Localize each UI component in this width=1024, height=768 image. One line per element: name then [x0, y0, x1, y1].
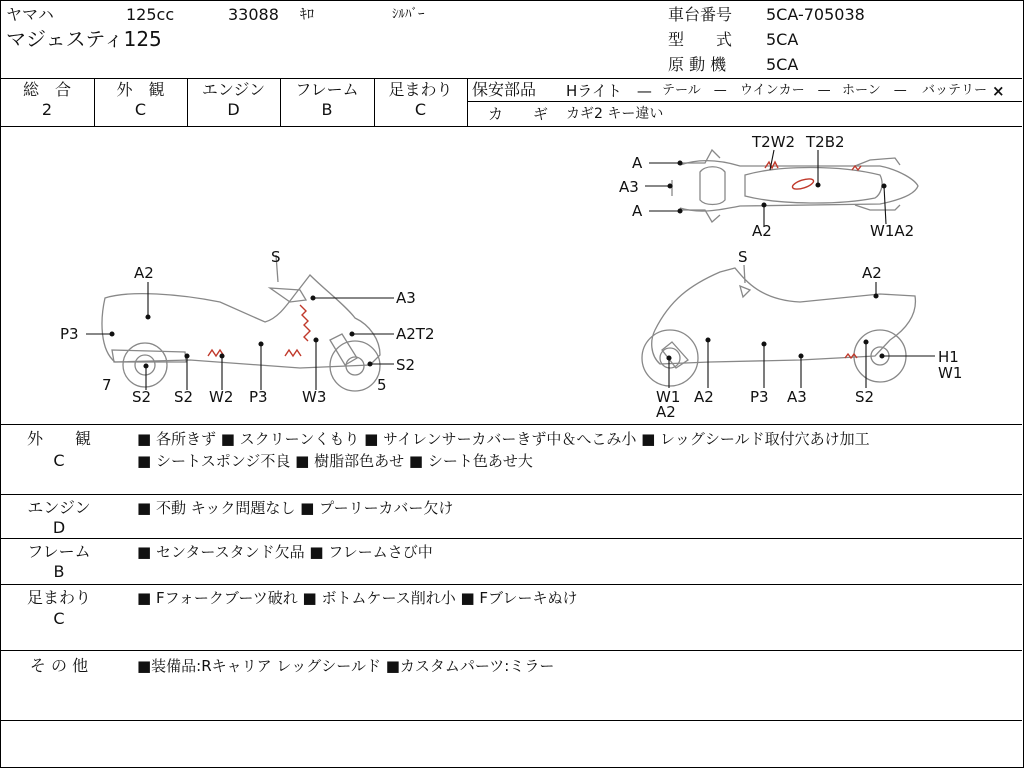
comment-frame-grade: B	[53, 562, 65, 581]
diagram-label: W1	[938, 364, 963, 382]
comment-engine-label: エンジン	[27, 498, 91, 517]
diagram-label: P3	[249, 388, 268, 406]
diagram-label: A3	[787, 388, 807, 406]
diagram-label: A3	[396, 289, 416, 307]
safety-label: 保安部品	[472, 80, 537, 99]
diagram-label: W1A2	[870, 222, 915, 240]
diagram-label: S	[738, 248, 748, 266]
diagram-label: P3	[60, 325, 79, 343]
diagram-label: S2	[396, 356, 416, 374]
diagram-label: T2B2	[806, 133, 845, 151]
diagram-label: 5	[377, 376, 387, 394]
frame-no: 5CA-705038	[766, 5, 865, 24]
comment-exterior-line-2: ■ シートスポンジ不良 ■ 樹脂部色あせ ■ シート色あせ大	[137, 452, 533, 470]
damage-diagram	[0, 126, 1024, 426]
model-name: マジェスティ125	[6, 27, 162, 51]
comment-engine-grade: D	[52, 518, 66, 537]
suspension-grade-label: 足まわり	[388, 80, 453, 99]
comment-exterior-grade: C	[53, 451, 65, 470]
mileage-unit: ｷﾛ	[300, 7, 314, 23]
engine-grade-label: エンジン	[201, 80, 266, 99]
comment-other-line-1: ■装備品:Rキャリア レッグシールド ■カスタムパーツ:ミラー	[137, 657, 555, 675]
mileage: 33088	[228, 5, 279, 24]
exterior-grade: C	[134, 100, 147, 119]
overall-grade: 2	[41, 100, 53, 119]
diagram-label: W1	[656, 388, 681, 406]
diagram-label: A2	[134, 264, 154, 282]
overall-label: 総 合	[22, 80, 71, 99]
horn-status: ホーン —	[842, 83, 907, 98]
battery-mark: ×	[992, 82, 1005, 100]
comment-frame-label: フレーム	[27, 542, 91, 561]
engine-label: 原 動 機	[668, 55, 727, 74]
comment-suspension-label: 足まわり	[26, 588, 91, 607]
diagram-label: T2W2	[752, 133, 796, 151]
engine-grade: D	[227, 100, 240, 119]
comment-exterior-label: 外 観	[26, 429, 91, 448]
diagram-label: A	[632, 154, 643, 172]
frame-grade: B	[321, 100, 333, 119]
tail-status: テール —	[662, 83, 727, 98]
frame-no-label: 車台番号	[668, 5, 733, 24]
diagram-label: A2T2	[396, 325, 435, 343]
comment-frame-line-1: ■ センタースタンド欠品 ■ フレームさび中	[137, 543, 433, 561]
color: ｼﾙﾊﾞｰ	[392, 7, 425, 22]
diagram-label: W3	[302, 388, 327, 406]
suspension-grade: C	[414, 100, 427, 119]
diagram-label: P3	[750, 388, 769, 406]
engine-value: 5CA	[766, 55, 799, 74]
frame-grade-label: フレーム	[295, 80, 359, 99]
battery-label: バッテリー	[922, 83, 988, 98]
winker-status: ウインカー —	[740, 83, 831, 98]
diagram-label: A2	[862, 264, 882, 282]
displacement: 125cc	[126, 5, 175, 24]
diagram-label: A2	[752, 222, 772, 240]
diagram-label: A2	[694, 388, 714, 406]
maker: ヤマハ	[6, 5, 54, 24]
comment-engine-line-1: ■ 不動 キック問題なし ■ プーリーカバー欠け	[137, 499, 454, 517]
exterior-label: 外 観	[116, 80, 165, 99]
diagram-label: A2	[656, 403, 676, 421]
diagram-label: S2	[855, 388, 875, 406]
type-value: 5CA	[766, 30, 799, 49]
comment-suspension-grade: C	[53, 609, 65, 628]
diagram-label: A	[632, 202, 643, 220]
diagram-label: W2	[209, 388, 234, 406]
diagram-label: S2	[174, 388, 194, 406]
comment-other-label: そ の 他	[29, 656, 89, 675]
key-value: カギ2 キー違い	[566, 106, 664, 122]
comment-exterior-line-1: ■ 各所きず ■ スクリーンくもり ■ サイレンサーカバーきず中＆へこみ小 ■ レッグシールド取付穴あけ加工	[137, 430, 870, 448]
diagram-label: H1	[938, 348, 959, 366]
type-label: 型 式	[668, 30, 733, 49]
diagram-label: 7	[102, 376, 112, 394]
headlight-status: Hライト —	[566, 82, 652, 100]
key-label: カ ギ	[488, 105, 549, 123]
diagram-label: S2	[132, 388, 152, 406]
diagram-label: S	[271, 248, 281, 266]
diagram-label: A3	[619, 178, 639, 196]
comment-suspension-line-1: ■ Fフォークブーツ破れ ■ ボトムケース削れ小 ■ Fブレーキぬけ	[137, 589, 578, 607]
